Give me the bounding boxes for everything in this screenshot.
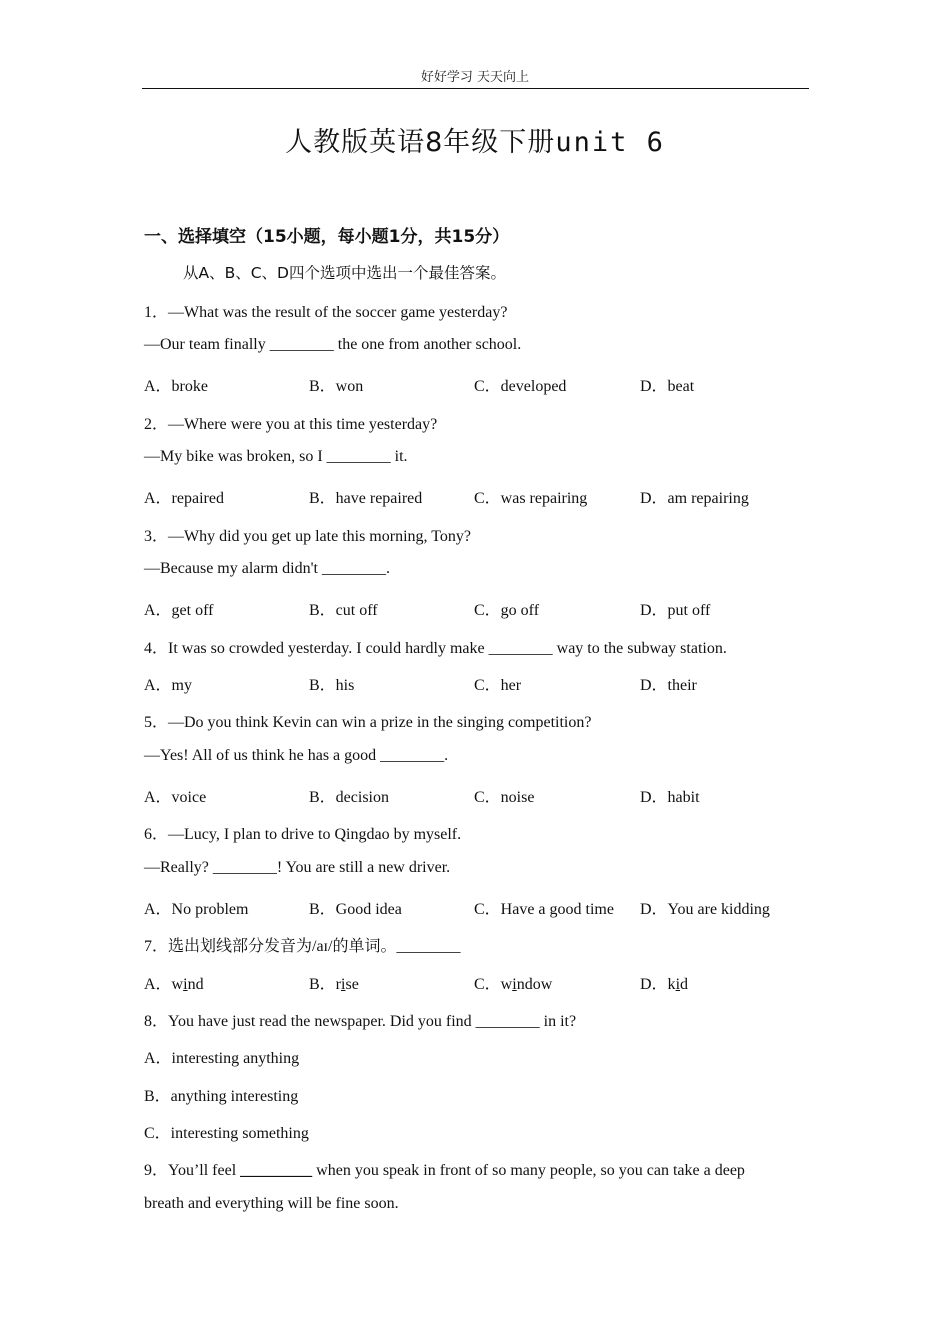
underlined-letter: i	[512, 976, 517, 993]
question-2-option-c: C．was repairing	[474, 490, 588, 507]
question-1-option-a: A．broke	[144, 378, 208, 395]
question-9-text: 9．You’ll feel	[144, 1162, 241, 1179]
option-text: B．r	[309, 976, 342, 993]
section-heading: 一、选择填空（15小题，每小题1分，共15分）	[144, 227, 510, 247]
title-unit: unit 6	[555, 127, 665, 158]
question-5-option-b: B．decision	[309, 789, 389, 806]
question-3-option-a: A．get off	[144, 602, 214, 619]
question-7-option-a	[144, 971, 204, 994]
question-9-line-2: breath and everything will be fine soon.	[144, 1195, 399, 1212]
question-7-option-c	[474, 971, 552, 994]
section-instruction: 从A、B、C、D四个选项中选出一个最佳答案。	[183, 264, 506, 282]
option-text: se	[345, 976, 359, 993]
question-1-option-d: D．beat	[640, 378, 695, 395]
question-1-option-b: B．won	[309, 378, 364, 395]
question-4-option-c: C．her	[474, 677, 522, 694]
question-3-line-2: —Because my alarm didn't ________.	[144, 560, 390, 577]
question-5-line-1: 5．—Do you think Kevin can win a prize in the singing competition?	[144, 714, 592, 731]
question-2-line-2: —My bike was broken, so I ________ it.	[144, 448, 408, 465]
question-4-option-a: A．my	[144, 677, 193, 694]
question-8-option-b: B．anything interesting	[144, 1088, 299, 1105]
option-text: d	[680, 976, 689, 993]
question-5-line-2: —Yes! All of us think he has a good ________.	[144, 747, 449, 764]
answer-blank: _________	[240, 1162, 313, 1179]
question-3-option-c: C．go off	[474, 602, 540, 619]
question-6-option-d: D．You are kidding	[640, 901, 770, 918]
question-6-option-c: C．Have a good time	[474, 901, 614, 918]
question-6-line-1: 6．—Lucy, I plan to drive to Qingdao by myself.	[144, 826, 462, 843]
question-3-option-d: D．put off	[640, 602, 711, 619]
option-text: ndow	[516, 976, 553, 993]
option-text: A．w	[144, 976, 184, 993]
option-text: D．k	[640, 976, 676, 993]
option-text: nd	[187, 976, 204, 993]
question-8-line-1: 8．You have just read the newspaper. Did you find ________ in it?	[144, 1013, 577, 1030]
question-3-option-b: B．cut off	[309, 602, 378, 619]
page-header: 好好学习 天天向上	[420, 70, 530, 85]
question-8-option-a: A．interesting anything	[144, 1050, 300, 1067]
question-8-option-c: C．interesting something	[144, 1125, 309, 1142]
option-text: C．w	[474, 976, 513, 993]
question-9-text: when you speak in front of so many people, so you can take a deep	[312, 1162, 745, 1179]
question-1-line-2: —Our team finally ________ the one from another school.	[144, 336, 522, 353]
question-2-option-a: A．repaired	[144, 490, 224, 507]
document-title	[0, 120, 950, 159]
question-2-line-1: 2．—Where were you at this time yesterday?	[144, 416, 438, 433]
question-5-option-a: A．voice	[144, 789, 207, 806]
question-4-option-d: D．their	[640, 677, 697, 694]
question-7-option-b	[309, 971, 359, 994]
underlined-letter: i	[341, 976, 346, 993]
question-9-line-1	[144, 1157, 745, 1180]
question-2-option-b: B．have repaired	[309, 490, 423, 507]
header-rule	[142, 88, 809, 89]
question-7-option-d	[640, 971, 688, 994]
question-7-line-1: 7．选出划线部分发音为/aɪ/的单词。________	[144, 938, 461, 955]
question-4-line-1: 4．It was so crowded yesterday. I could hardly make ________ way to the subway station.	[144, 640, 727, 657]
question-6-option-b: B．Good idea	[309, 901, 402, 918]
question-6-line-2: —Really? ________! You are still a new driver.	[144, 859, 451, 876]
question-5-option-c: C．noise	[474, 789, 535, 806]
question-2-option-d: D．am repairing	[640, 490, 749, 507]
title-chinese: 人教版英语8年级下册	[285, 127, 556, 158]
underlined-letter: i	[675, 976, 681, 993]
question-5-option-d: D．habit	[640, 789, 700, 806]
question-3-line-1: 3．—Why did you get up late this morning, Tony?	[144, 528, 471, 545]
question-1-option-c: C．developed	[474, 378, 567, 395]
question-1-line-1: 1．—What was the result of the soccer game yesterday?	[144, 304, 508, 321]
question-4-option-b: B．his	[309, 677, 355, 694]
question-6-option-a: A．No problem	[144, 901, 249, 918]
underlined-letter: i	[183, 976, 188, 993]
